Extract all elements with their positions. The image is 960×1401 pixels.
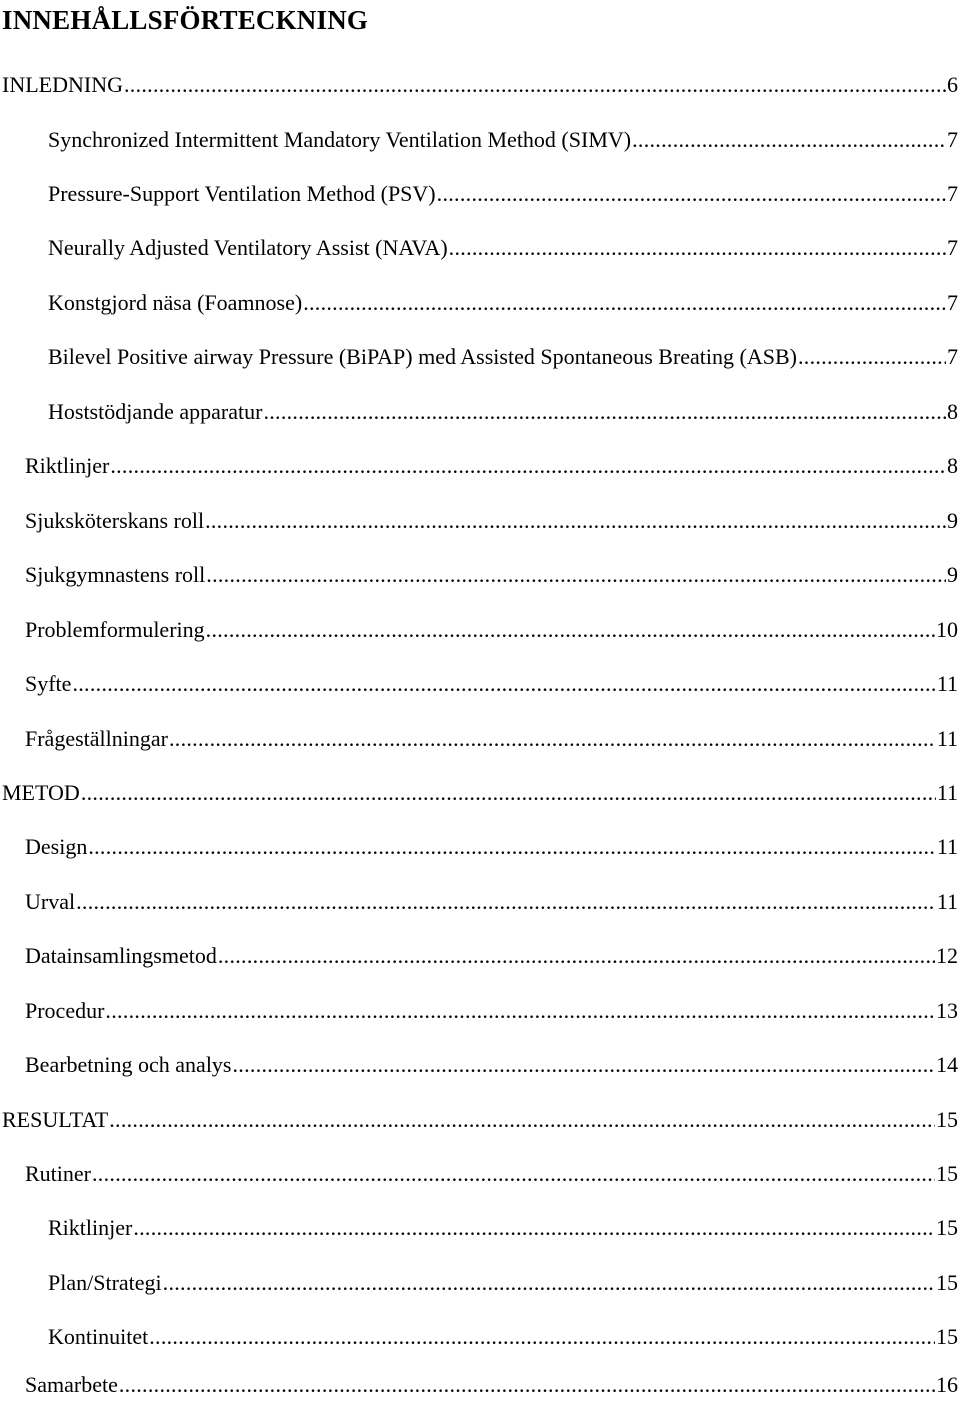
toc-entry[interactable] bbox=[25, 560, 958, 590]
toc-dot-leader bbox=[119, 1370, 935, 1400]
toc-entry-label: Kontinuitet bbox=[48, 1324, 149, 1349]
toc-entry[interactable] bbox=[48, 1268, 958, 1298]
toc-entry[interactable] bbox=[25, 724, 958, 754]
toc-dot-leader bbox=[76, 887, 936, 917]
toc-entry[interactable] bbox=[25, 941, 958, 971]
toc-page-number: 11 bbox=[936, 780, 958, 805]
toc-entry[interactable] bbox=[25, 451, 958, 481]
toc-entry[interactable] bbox=[25, 1050, 958, 1080]
toc-dot-leader bbox=[233, 1050, 936, 1080]
toc-entry[interactable] bbox=[25, 887, 958, 917]
toc-page-number: 15 bbox=[936, 1107, 958, 1132]
toc-entry[interactable] bbox=[2, 1105, 958, 1135]
toc-entry[interactable] bbox=[48, 397, 958, 427]
toc-entry-label: Pressure-Support Ventilation Method (PSV) bbox=[48, 181, 436, 206]
toc-entry-label: Urval bbox=[25, 889, 76, 914]
toc-page-number: 9 bbox=[947, 562, 958, 587]
toc-entry-label: Bilevel Positive airway Pressure (BiPAP) med Assisted Spontaneous Breating (ASB) bbox=[48, 344, 797, 369]
toc-page-number: 14 bbox=[936, 1052, 958, 1077]
toc-page-number: 6 bbox=[947, 72, 958, 97]
toc-entry-label: Syfte bbox=[25, 671, 72, 696]
toc-entry-label: Bearbetning och analys bbox=[25, 1052, 232, 1077]
toc-dot-leader bbox=[169, 724, 936, 754]
toc-dot-leader bbox=[105, 996, 935, 1026]
toc-dot-leader bbox=[109, 1105, 935, 1135]
toc-entry-label: INLEDNING bbox=[2, 72, 123, 97]
toc-page-number: 9 bbox=[947, 508, 958, 533]
toc-entry-label: Rutiner bbox=[25, 1161, 91, 1186]
toc-entry-label: Konstgjord näsa (Foamnose) bbox=[48, 290, 303, 315]
toc-dot-leader bbox=[149, 1322, 935, 1352]
toc-entry-label: RESULTAT bbox=[2, 1107, 109, 1132]
toc-entry-label: Frågeställningar bbox=[25, 726, 168, 751]
toc-dot-leader bbox=[632, 125, 946, 155]
toc-entry-label: Datainsamlingsmetod bbox=[25, 943, 217, 968]
toc-entry-label: Riktlinjer bbox=[48, 1215, 133, 1240]
toc-entry[interactable] bbox=[48, 288, 958, 318]
toc-page-number: 11 bbox=[936, 889, 958, 914]
toc-entry-label: Riktlinjer bbox=[25, 453, 110, 478]
toc-entry[interactable] bbox=[25, 506, 958, 536]
toc-dot-leader bbox=[206, 560, 946, 590]
toc-entry[interactable] bbox=[25, 996, 958, 1026]
toc-page-number: 7 bbox=[947, 181, 958, 206]
toc-entry-label: Procedur bbox=[25, 998, 105, 1023]
toc-dot-leader bbox=[124, 70, 946, 100]
toc-entry[interactable] bbox=[48, 125, 958, 155]
toc-dot-leader bbox=[110, 451, 946, 481]
toc-page-number: 8 bbox=[947, 399, 958, 424]
toc-page-number: 12 bbox=[936, 943, 958, 968]
toc-page-number: 11 bbox=[936, 834, 958, 859]
toc-entry-label: Sjuksköterskans roll bbox=[25, 508, 205, 533]
toc-entry[interactable] bbox=[48, 342, 958, 372]
toc-page-number: 15 bbox=[936, 1270, 958, 1295]
toc-dot-leader bbox=[798, 342, 946, 372]
toc-dot-leader bbox=[133, 1213, 935, 1243]
toc-page-number: 11 bbox=[936, 671, 958, 696]
toc-entry-label: Problemformulering bbox=[25, 617, 205, 642]
toc-dot-leader bbox=[205, 506, 946, 536]
toc-entry[interactable] bbox=[48, 1213, 958, 1243]
toc-dot-leader bbox=[449, 233, 946, 263]
toc-dot-leader bbox=[81, 778, 936, 808]
toc-entry-label: Samarbete bbox=[25, 1372, 118, 1397]
toc-title: INNEHÅLLSFÖRTECKNING bbox=[2, 5, 369, 35]
toc-page-number: 11 bbox=[936, 726, 958, 751]
toc-page-number: 15 bbox=[936, 1161, 958, 1186]
toc-entry-label: Plan/Strategi bbox=[48, 1270, 162, 1295]
toc-dot-leader bbox=[92, 1159, 935, 1189]
toc-dot-leader bbox=[303, 288, 946, 318]
toc-page-number: 7 bbox=[947, 235, 958, 260]
toc-entry[interactable] bbox=[2, 70, 958, 100]
toc-page-number: 7 bbox=[947, 344, 958, 369]
toc-dot-leader bbox=[218, 941, 935, 971]
toc-page-number: 13 bbox=[936, 998, 958, 1023]
toc-entry[interactable] bbox=[25, 615, 958, 645]
toc-entry-label: Synchronized Intermittent Mandatory Ventilation Method (SIMV) bbox=[48, 127, 632, 152]
toc-page-number: 7 bbox=[947, 290, 958, 315]
toc-dot-leader bbox=[163, 1268, 935, 1298]
toc-entry[interactable] bbox=[48, 233, 958, 263]
toc-dot-leader bbox=[263, 397, 946, 427]
toc-dot-leader bbox=[206, 615, 935, 645]
toc-entry[interactable] bbox=[48, 179, 958, 209]
toc-entry-label: Hoststödjande apparatur bbox=[48, 399, 263, 424]
toc-entry[interactable] bbox=[25, 832, 958, 862]
toc-entry[interactable] bbox=[48, 1322, 958, 1352]
toc-entry-label: Sjukgymnastens roll bbox=[25, 562, 206, 587]
toc-entry-label: METOD bbox=[2, 780, 80, 805]
toc-entry[interactable] bbox=[25, 1370, 958, 1400]
toc-page-number: 10 bbox=[936, 617, 958, 642]
toc-page-number: 8 bbox=[947, 453, 958, 478]
toc-dot-leader bbox=[72, 669, 935, 699]
toc-dot-leader bbox=[88, 832, 935, 862]
toc-page-number: 15 bbox=[936, 1215, 958, 1240]
toc-entry-label: Neurally Adjusted Ventilatory Assist (NAVA) bbox=[48, 235, 448, 260]
toc-entry[interactable] bbox=[2, 778, 958, 808]
toc-entry[interactable] bbox=[25, 1159, 958, 1189]
toc-dot-leader bbox=[437, 179, 946, 209]
toc-entry[interactable] bbox=[25, 669, 958, 699]
toc-page-number: 15 bbox=[936, 1324, 958, 1349]
toc-page-number: 7 bbox=[947, 127, 958, 152]
toc-page-number: 16 bbox=[936, 1372, 958, 1397]
toc-entry-label: Design bbox=[25, 834, 88, 859]
